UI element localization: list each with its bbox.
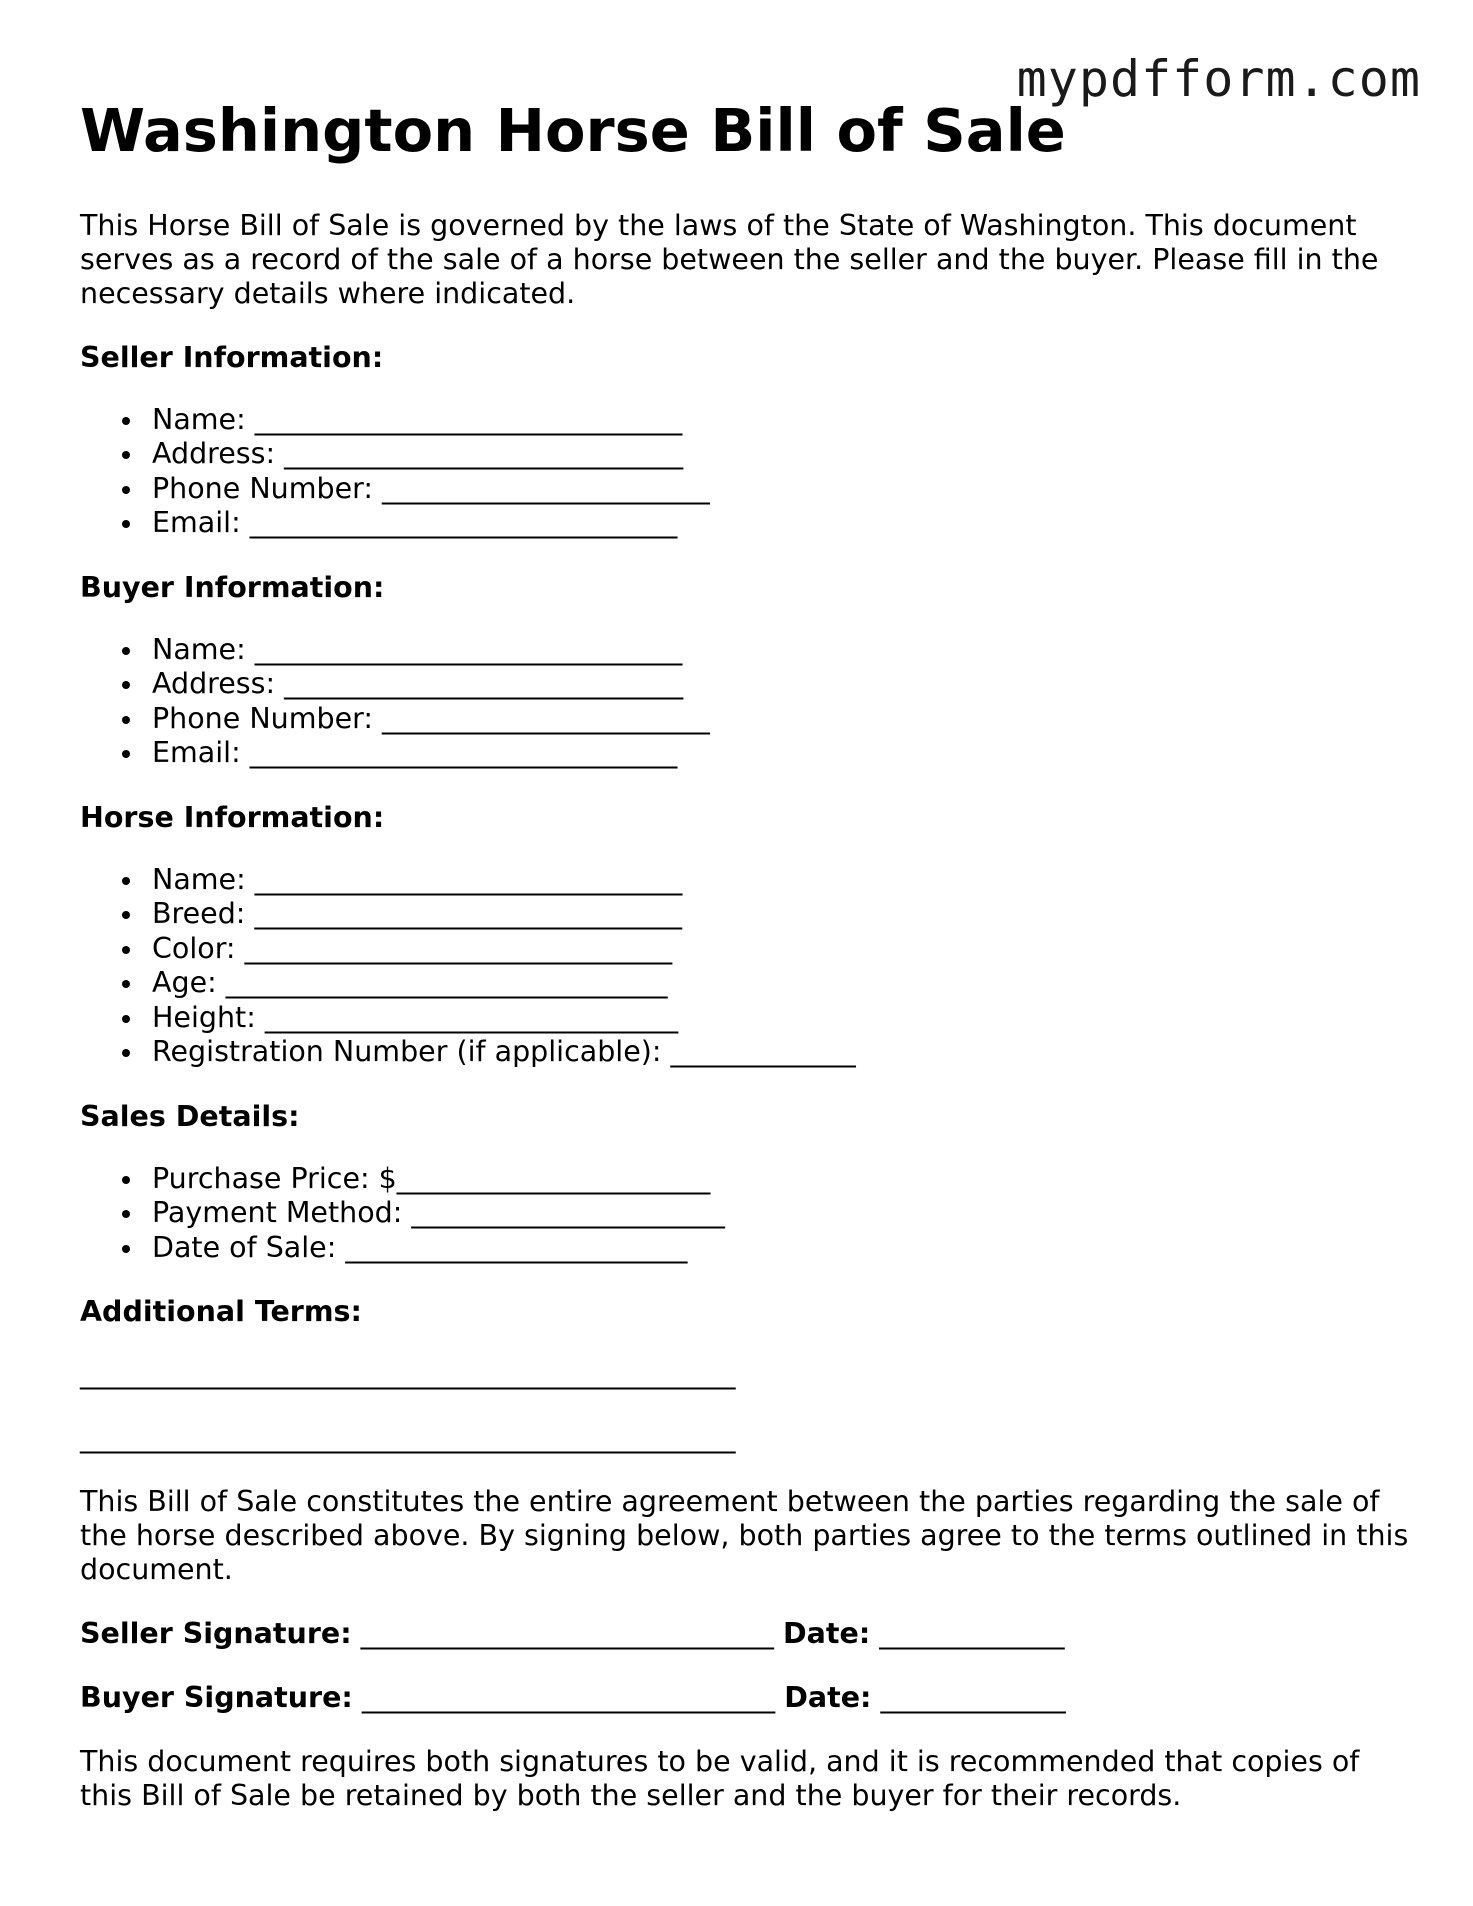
horse-breed-field[interactable]: Breed: ______________________________ [152,897,1410,932]
buyer-date-field[interactable]: _____________ [871,1681,1066,1715]
buyer-name-field[interactable]: Name: ______________________________ [152,633,1410,668]
horse-age-field[interactable]: Age: _______________________________ [152,966,1410,1001]
document-page [80,96,1410,1843]
page-title: Washington Horse Bill of Sale [80,96,1066,165]
seller-date-field[interactable]: _____________ [870,1617,1065,1651]
buyer-signature-field[interactable]: _____________________________ [352,1681,785,1715]
closing-paragraph: This document requires both signatures to be valid, and it is recommended that copies of this Bill of Sale be retained by both the seller and the buyer for their records. [80,1745,1360,1813]
agreement-paragraph: This Bill of Sale constitutes the entire agreement between the parties regarding the sale of the horse described above. By signing below, both parties agree to the terms outlined in this document. [80,1485,1409,1587]
buyer-phone-field[interactable]: Phone Number: _______________________ [152,702,1410,737]
horse-list [80,863,1410,1070]
seller-phone-field[interactable]: Phone Number: _______________________ [152,472,1410,507]
additional-terms-line-2[interactable]: ______________________________________________ [80,1421,736,1455]
seller-email-field[interactable]: Email: ______________________________ [152,506,1410,541]
buyer-heading: Buyer Information: [80,570,385,604]
intro-paragraph: This Horse Bill of Sale is governed by the laws of the State of Washington. This document serves as a record of the sale of a horse between the seller and the buyer. Please fill in the necessary details where indicated. [80,208,1379,310]
horse-name-field[interactable]: Name: ______________________________ [152,863,1410,898]
seller-signature-field[interactable]: _____________________________ [351,1617,783,1651]
additional-terms-line-1[interactable]: ______________________________________________ [80,1357,736,1391]
seller-list [80,403,1410,541]
watermark: mypdfform.com [1016,50,1421,108]
buyer-email-field[interactable]: Email: ______________________________ [152,736,1410,771]
buyer-list [80,633,1410,771]
horse-color-field[interactable]: Color: ______________________________ [152,932,1410,967]
seller-signature-row [80,1617,1410,1651]
payment-method-field[interactable]: Payment Method: ______________________ [152,1196,1410,1231]
buyer-signature-row [80,1681,1410,1715]
buyer-date-label: Date: [784,1681,872,1715]
seller-date-label: Date: [783,1617,871,1651]
seller-heading: Seller Information: [80,340,384,374]
seller-name-field[interactable]: Name: ______________________________ [152,403,1410,438]
seller-signature-label: Seller Signature: [80,1617,352,1651]
seller-address-field[interactable]: Address: ____________________________ [152,437,1410,472]
sales-heading: Sales Details: [80,1099,300,1133]
purchase-price-field[interactable]: Purchase Price: $______________________ [152,1162,1410,1197]
horse-height-field[interactable]: Height: _____________________________ [152,1001,1410,1036]
sales-list [80,1162,1410,1266]
additional-terms-heading: Additional Terms: [80,1295,362,1329]
date-of-sale-field[interactable]: Date of Sale: ________________________ [152,1231,1410,1266]
horse-heading: Horse Information: [80,800,385,834]
horse-registration-field[interactable]: Registration Number (if applicable): _____________ [152,1035,1410,1070]
buyer-signature-label: Buyer Signature: [80,1681,353,1715]
buyer-address-field[interactable]: Address: ____________________________ [152,667,1410,702]
